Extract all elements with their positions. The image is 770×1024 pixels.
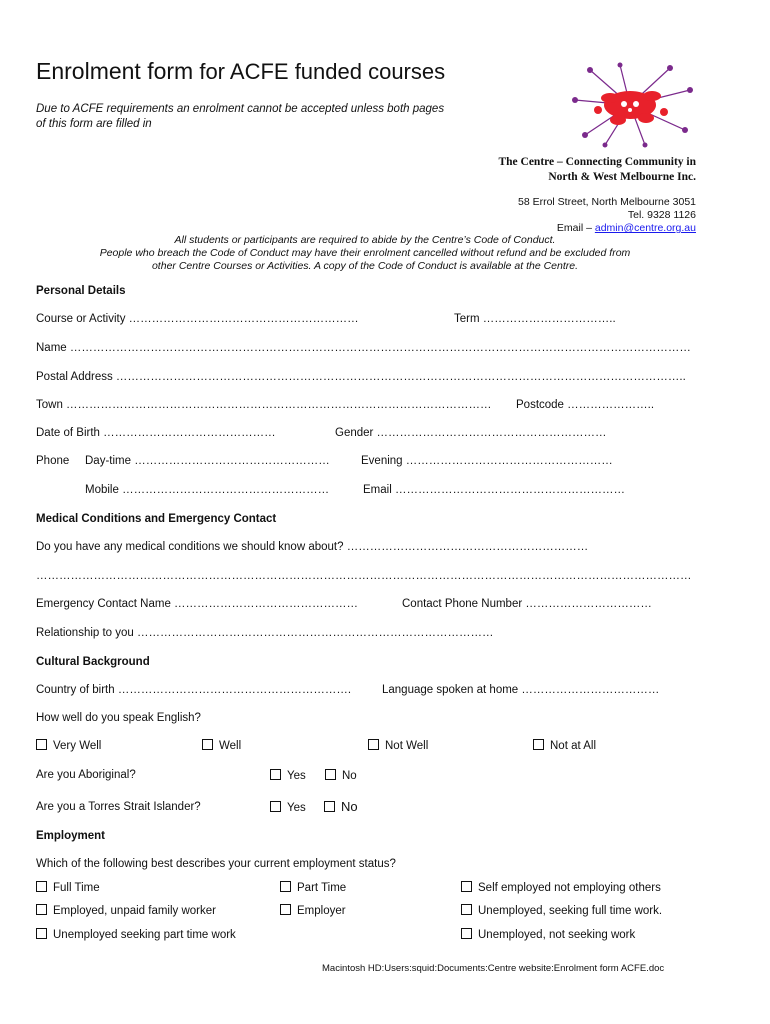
file-path-footer: Macintosh HD:Users:squid:Documents:Centre website:Enrolment form ACFE.doc — [322, 963, 665, 974]
medical-conditions-line[interactable]: ……………………………………………………………………………………………………………………………………………………… — [36, 570, 692, 582]
checkbox-icon[interactable] — [280, 904, 291, 915]
checkbox-icon[interactable] — [36, 928, 47, 939]
email-link[interactable]: admin@centre.org.au — [594, 222, 696, 234]
aboriginal-yes[interactable]: Yes — [270, 769, 306, 782]
phone-label: Phone — [36, 455, 70, 467]
english-question: How well do you speak English? — [36, 712, 201, 724]
employment-option[interactable]: Unemployed, seeking full time work. — [461, 904, 662, 917]
page-title: Enrolment form for ACFE funded courses — [36, 58, 446, 84]
checkbox-icon[interactable] — [325, 769, 336, 780]
torres-strait-no[interactable]: No — [324, 799, 358, 814]
course-field[interactable]: Course or Activity …………………………………………………… — [36, 313, 359, 325]
checkbox-icon[interactable] — [270, 769, 281, 780]
checkbox-icon[interactable] — [461, 881, 472, 892]
checkbox-icon[interactable] — [461, 904, 472, 915]
checkbox-icon[interactable] — [36, 739, 47, 750]
relationship-field[interactable]: Relationship to you ………………………………………………………………………………… — [36, 627, 494, 639]
english-option[interactable]: Not Well — [368, 739, 428, 752]
intro-note: Due to ACFE requirements an enrolment cannot be accepted unless both pages of this form are filled in — [36, 103, 445, 130]
contact-phone-field[interactable]: Contact Phone Number …………………………… — [402, 598, 652, 610]
employment-option[interactable]: Employer — [280, 904, 346, 917]
english-option[interactable]: Very Well — [36, 739, 101, 752]
country-of-birth-field[interactable]: Country of birth ……………………………………………………. — [36, 684, 352, 696]
emergency-contact-name-field[interactable]: Emergency Contact Name ………………………………………… — [36, 598, 359, 610]
english-option[interactable]: Not at All — [533, 739, 596, 752]
code-of-conduct-note: All students or participants are required to abide by the Centre’s Code of Conduct. People who breach the Code of Conduct may have their enrolment cancelled without refund and be excluded from other Centre Courses or Activities. A copy of the Code of Conduct is available at the Centre. — [99, 234, 631, 272]
employment-option[interactable]: Unemployed, not seeking work — [461, 928, 635, 941]
personal-details-heading: Personal Details — [36, 285, 126, 297]
employment-option[interactable]: Self employed not employing others — [461, 881, 661, 894]
medical-conditions-field[interactable]: Do you have any medical conditions we should know about? ……………………………………………………… — [36, 541, 589, 553]
cultural-heading: Cultural Background — [36, 656, 150, 668]
medical-heading: Medical Conditions and Emergency Contact — [36, 513, 277, 525]
english-option[interactable]: Well — [202, 739, 241, 752]
checkbox-icon[interactable] — [202, 739, 213, 750]
postcode-field[interactable]: Postcode ………………….. — [516, 399, 655, 411]
checkbox-icon[interactable] — [270, 801, 281, 812]
checkbox-icon[interactable] — [461, 928, 472, 939]
employment-question: Which of the following best describes your current employment status? — [36, 858, 396, 870]
aboriginal-no[interactable]: No — [325, 769, 357, 782]
email-field[interactable]: Email …………………………………………………… — [363, 484, 625, 496]
mobile-field[interactable]: Mobile ……………………………………………… — [85, 484, 330, 496]
employment-option[interactable]: Full Time — [36, 881, 100, 894]
checkbox-icon[interactable] — [36, 881, 47, 892]
postal-address-field[interactable]: Postal Address ………………………………………………………………………………………………………………………………….. — [36, 371, 686, 383]
checkbox-icon[interactable] — [324, 801, 335, 812]
date-of-birth-field[interactable]: Date of Birth ……………………………………… — [36, 427, 276, 439]
employment-heading: Employment — [36, 830, 106, 842]
employment-option[interactable]: Employed, unpaid family worker — [36, 904, 216, 917]
contact-address: 58 Errol Street, North Melbourne 3051 Tel. 9328 1126 Email – admin@centre.org.au — [517, 196, 696, 234]
term-field[interactable]: Term …………………………….. — [454, 313, 616, 325]
gender-field[interactable]: Gender …………………………………………………… — [335, 427, 607, 439]
checkbox-icon[interactable] — [533, 739, 544, 750]
checkbox-icon[interactable] — [36, 904, 47, 915]
centre-logo — [560, 60, 700, 150]
daytime-phone-field[interactable]: Day-time …………………………………………… — [85, 455, 330, 467]
torres-strait-yes[interactable]: Yes — [270, 801, 306, 814]
checkbox-icon[interactable] — [280, 881, 291, 892]
organisation-name: The Centre – Connecting Community in North & West Melbourne Inc. — [498, 156, 696, 183]
employment-option[interactable]: Part Time — [280, 881, 346, 894]
checkbox-icon[interactable] — [368, 739, 379, 750]
employment-option[interactable]: Unemployed seeking part time work — [36, 928, 236, 941]
language-field[interactable]: Language spoken at home ……………………………… — [382, 684, 660, 696]
town-field[interactable]: Town ………………………………………………………………………………………………… — [36, 399, 492, 411]
name-field[interactable]: Name ……………………………………………………………………………………………………………………………………………… — [36, 342, 691, 354]
aboriginal-question: Are you Aboriginal? — [36, 769, 136, 781]
evening-phone-field[interactable]: Evening ……………………………………………… — [361, 455, 613, 467]
torres-strait-question: Are you a Torres Strait Islander? — [36, 801, 201, 813]
